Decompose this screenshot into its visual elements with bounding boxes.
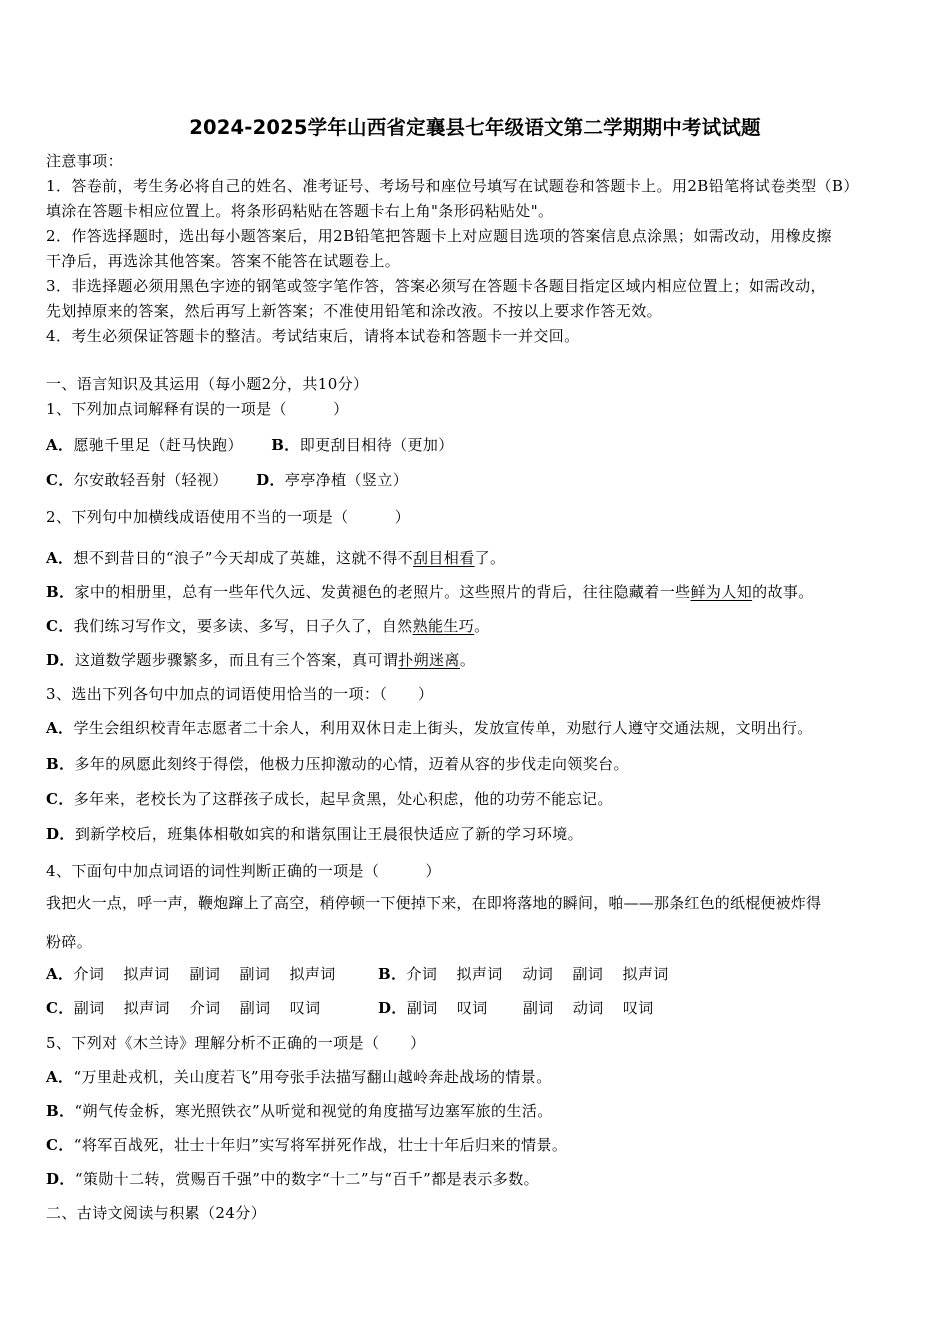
option-label: C．: [46, 999, 74, 1017]
notice-line: 填涂在答题卡相应位置上。将条形码粘贴在答题卡右上角"条形码粘贴处"。: [46, 202, 554, 220]
page-title: 2024-2025学年山西省定襄县七年级语文第二学期期中考试试题: [189, 116, 761, 139]
option-text: “策勋十二转，赏赐百千强”中的数字“十二”与“百千”都是表示多数。: [74, 1170, 540, 1188]
word-class: 拟声词: [622, 965, 669, 983]
option-text: 想不到昔日的“浪子”今天却成了英雄，这就不得不: [73, 549, 413, 567]
word-class: 副词: [239, 999, 271, 1017]
q3-option-a: [46, 718, 813, 738]
option-label: B．: [271, 436, 300, 454]
option-label: C．: [46, 617, 74, 635]
word-class: 副词: [406, 999, 438, 1017]
option-label: A．: [46, 436, 74, 454]
q3-option-b: [46, 754, 629, 774]
q1-row-cd: [46, 470, 408, 490]
option-text: 学生会组织校青年志愿者二十余人，利用双休日走上街头，发放宣传单，劝慰行人遵守交通法规，文明出行。: [73, 719, 813, 737]
underlined-idiom: 鲜为人知: [690, 583, 753, 601]
word-class: 副词: [522, 999, 554, 1017]
option-label: D．: [256, 471, 285, 489]
word-class: 动词: [522, 965, 554, 983]
option-text: 多年的夙愿此刻终于得偿，他极力压抑激动的心情，迈着从容的步伐走向领奖台。: [74, 755, 629, 773]
q5-option-d: [46, 1169, 539, 1189]
option-label: B．: [46, 1102, 75, 1120]
question-stem: 2、下列句中加横线成语使用不当的一项是（ ）: [46, 508, 411, 526]
word-class: 拟声词: [289, 965, 336, 983]
option-text: “朔气传金柝，寒光照铁衣”从听觉和视觉的角度描写边塞军旅的生活。: [74, 1102, 553, 1120]
option-text: 。: [459, 651, 476, 669]
word-class: 介词: [73, 965, 105, 983]
notice-line: 先划掉原来的答案，然后再写上新答案；不准使用铅笔和涂改液。不按以上要求作答无效。: [46, 302, 663, 320]
option-label: A．: [46, 549, 74, 567]
q4-option-d: [378, 998, 673, 1018]
option-label: B．: [378, 965, 407, 983]
option-label: A．: [46, 965, 74, 983]
option-text: 尔安敢轻吾射（轻视）: [73, 471, 228, 489]
option-text: “万里赴戎机，关山度若飞”用夸张手法描写翻山越岭奔赴战场的情景。: [73, 1068, 552, 1086]
word-class: 动词: [572, 999, 604, 1017]
question-stem: 1、下列加点词解释有误的一项是（ ）: [46, 400, 349, 418]
q2-option-b: [46, 582, 814, 602]
notice-line: 干净后，再选涂其他答案。答案不能答在试题卷上。: [46, 252, 401, 270]
option-text: 即更刮目相待（更加）: [299, 436, 454, 454]
word-class: 副词: [73, 999, 105, 1017]
section-heading: 二、古诗文阅读与积累（24分）: [46, 1204, 267, 1222]
q4-option-b: [378, 964, 688, 984]
option-text: 愿驰千里足（赶马快跑）: [73, 436, 243, 454]
notice-line: 4．考生必须保证答题卡的整洁。考试结束后，请将本试卷和答题卡一并交回。: [46, 327, 580, 345]
notice-line: 2．作答选择题时，选出每小题答案后，用2B铅笔把答题卡上对应题目选项的答案信息点涂黑；如需改动，用橡皮擦: [46, 227, 832, 245]
option-label: B．: [46, 755, 75, 773]
word-class: 拟声词: [123, 965, 170, 983]
q5-option-c: [46, 1135, 567, 1155]
passage-line: 我把火一点，呼一声，鞭炮蹿上了高空，稍停顿一下便掉下来，在即将落地的瞬间，啪——那条红色的纸棍便被炸得: [46, 894, 822, 912]
q2-option-a: [46, 548, 505, 568]
option-text: 。: [474, 617, 490, 635]
question-stem: 3、选出下列各句中加点的词语使用恰当的一项：（ ）: [46, 685, 434, 703]
option-label: C．: [46, 790, 74, 808]
option-label: A．: [46, 719, 74, 737]
option-text: 多年来，老校长为了这群孩子成长，起早贪黑，处心积虑，他的功劳不能忘记。: [73, 790, 613, 808]
option-label: C．: [46, 471, 74, 489]
option-text: 到新学校后，班集体相敬如宾的和谐氛围让王晨很快适应了新的学习环境。: [74, 825, 584, 843]
option-label: C．: [46, 1136, 74, 1154]
notice-line: 1．答卷前，考生务必将自己的姓名、准考证号、考场号和座位号填写在试题卷和答题卡上。用2B铅笔将试卷类型（B）: [46, 177, 859, 195]
word-class: 叹词: [456, 999, 488, 1017]
notice-heading: 注意事项：: [46, 152, 124, 170]
word-class: 副词: [572, 965, 604, 983]
word-class: 副词: [239, 965, 271, 983]
word-class: 拟声词: [456, 965, 503, 983]
q1-row-ab: [46, 435, 454, 455]
passage-line: 粉碎。: [46, 933, 93, 951]
option-text: 亭亭净植（竖立）: [284, 471, 409, 489]
q3-option-d: [46, 824, 583, 844]
word-class: 叹词: [622, 999, 654, 1017]
underlined-idiom: 熟能生巧: [412, 617, 475, 635]
option-text: 家中的相册里，总有一些年代久远、发黄褪色的老照片。这些照片的背后，往往隐藏着一些: [74, 583, 691, 601]
underlined-idiom: 刮目相看: [413, 549, 475, 567]
option-text: 这道数学题步骤繁多，而且有三个答案，真可谓: [74, 651, 399, 669]
word-class: 介词: [189, 999, 221, 1017]
q4-option-c: [46, 998, 356, 1018]
notice-line: 3．非选择题必须用黑色字迹的钢笔或签字笔作答，答案必须写在答题卡各题目指定区域内相应位置上；如需改动，: [46, 277, 826, 295]
option-text: 了。: [474, 549, 506, 567]
question-stem: 4、下面句中加点词语的词性判断正确的一项是（ ）: [46, 862, 441, 880]
q4-option-a: [46, 964, 355, 984]
q3-option-c: [46, 789, 613, 809]
word-class: 叹词: [289, 999, 321, 1017]
option-label: B．: [46, 583, 75, 601]
section-heading: 一、语言知识及其运用（每小题2分，共10分）: [46, 375, 369, 393]
word-class: 介词: [406, 965, 438, 983]
q2-option-c: [46, 616, 490, 636]
question-stem: 5、下列对《木兰诗》理解分析不正确的一项是（ ）: [46, 1034, 426, 1052]
option-label: A．: [46, 1068, 74, 1086]
option-text: “将军百战死，壮士十年归”实写将军拼死作战，壮士十年后归来的情景。: [73, 1136, 568, 1154]
option-label: D．: [378, 999, 407, 1017]
q5-option-b: [46, 1101, 553, 1121]
option-text: 我们练习写作文，要多读、多写，日子久了，自然: [73, 617, 413, 635]
option-label: D．: [46, 1170, 75, 1188]
underlined-idiom: 扑朔迷离: [398, 651, 460, 669]
option-text: 的故事。: [752, 583, 814, 601]
word-class: 副词: [189, 965, 221, 983]
q2-option-d: [46, 650, 475, 670]
option-label: D．: [46, 651, 75, 669]
q5-option-a: [46, 1067, 552, 1087]
word-class: 拟声词: [123, 999, 170, 1017]
option-label: D．: [46, 825, 75, 843]
